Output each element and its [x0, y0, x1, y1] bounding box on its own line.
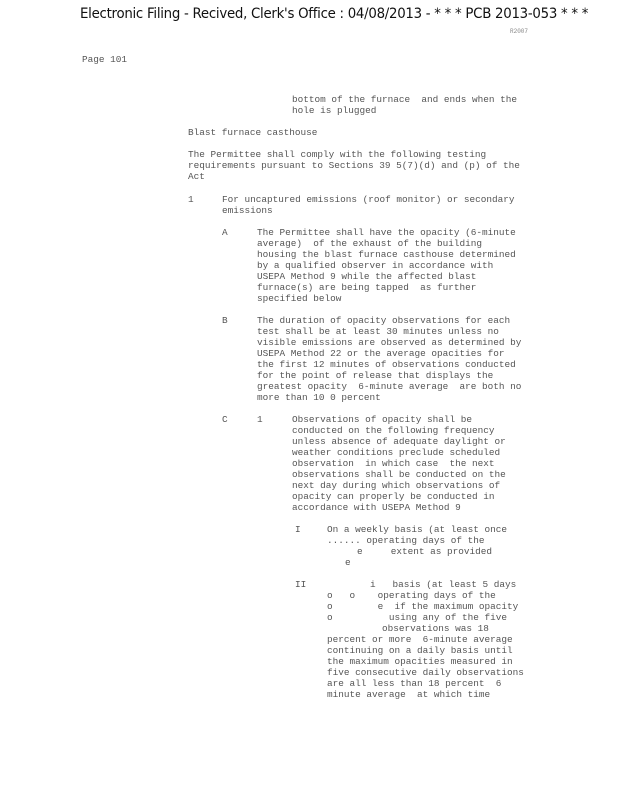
- item-line: housing the blast furnace casthouse determined: [257, 249, 516, 260]
- section-title: Blast furnace casthouse: [188, 127, 318, 138]
- item-number: 1: [257, 414, 263, 425]
- item-line: visible emissions are observed as determined by: [257, 337, 522, 348]
- item-line: observations shall be conducted on the: [292, 469, 506, 480]
- item-number: 1: [188, 194, 194, 205]
- item-line: USEPA Method 9 while the affected blast: [257, 271, 477, 282]
- page-label: Page 101: [82, 54, 128, 65]
- item-line: i basis (at least 5 days: [370, 579, 517, 590]
- item-line: observation in which case the next: [292, 458, 495, 469]
- item-line: next day during which observations of: [292, 480, 501, 491]
- document-number: R2007: [510, 28, 529, 35]
- item-line: observations was 18: [382, 623, 489, 634]
- item-line: o o operating days of the: [327, 590, 496, 601]
- item-line: weather conditions preclude scheduled: [292, 447, 501, 458]
- continuation-line: hole is plugged: [292, 105, 377, 116]
- intro-line: requirements pursuant to Sections 39 5(7)(d) and (p) of the: [188, 160, 520, 171]
- item-line: e: [345, 557, 351, 568]
- item-label: A: [222, 227, 228, 238]
- item-line: ...... operating days of the: [327, 535, 485, 546]
- item-line: opacity can properly be conducted in: [292, 491, 495, 502]
- item-line: more than 10 0 percent: [257, 392, 381, 403]
- filing-stamp: Electronic Filing - Recived, Clerk's Office : 04/08/2013 - * * * PCB 2013-053 * * *: [80, 6, 589, 22]
- item-line: o e if the maximum opacity: [327, 601, 519, 612]
- item-line: the first 12 minutes of observations conducted: [257, 359, 516, 370]
- item-number: II: [295, 579, 307, 590]
- item-line: percent or more 6-minute average: [327, 634, 513, 645]
- item-line: greatest opacity 6-minute average are both no: [257, 381, 522, 392]
- item-line: are all less than 18 percent 6: [327, 678, 502, 689]
- item-label: C: [222, 414, 228, 425]
- continuation-line: bottom of the furnace and ends when the: [292, 94, 518, 105]
- item-line: test shall be at least 30 minutes unless no: [257, 326, 499, 337]
- item-line: conducted on the following frequency: [292, 425, 495, 436]
- item-line: e extent as provided: [357, 546, 493, 557]
- item-label: B: [222, 315, 228, 326]
- item-line: minute average at which time: [327, 689, 491, 700]
- item-line: the maximum opacities measured in: [327, 656, 513, 667]
- item-line: continuing on a daily basis until: [327, 645, 513, 656]
- item-line: for the point of release that displays the: [257, 370, 494, 381]
- item-line: by a qualified observer in accordance with: [257, 260, 494, 271]
- item-line: emissions: [222, 205, 273, 216]
- item-line: USEPA Method 22 or the average opacities for: [257, 348, 505, 359]
- item-line: On a weekly basis (at least once: [327, 524, 508, 535]
- item-line: Observations of opacity shall be: [292, 414, 473, 425]
- intro-line: Act: [188, 171, 205, 182]
- item-line: furnace(s) are being tapped as further: [257, 282, 477, 293]
- item-line: The duration of opacity observations for each: [257, 315, 511, 326]
- item-line: accordance with USEPA Method 9: [292, 502, 461, 513]
- intro-line: The Permittee shall comply with the following testing: [188, 149, 487, 160]
- item-line: specified below: [257, 293, 342, 304]
- item-line: average) of the exhaust of the building: [257, 238, 483, 249]
- item-line: The Permittee shall have the opacity (6-minute: [257, 227, 516, 238]
- item-number: I: [295, 524, 301, 535]
- item-line: five consecutive daily observations: [327, 667, 524, 678]
- item-line: unless absence of adequate daylight or: [292, 436, 506, 447]
- item-line: For uncaptured emissions (roof monitor) or secondary: [222, 194, 515, 205]
- item-line: o using any of the five: [327, 612, 508, 623]
